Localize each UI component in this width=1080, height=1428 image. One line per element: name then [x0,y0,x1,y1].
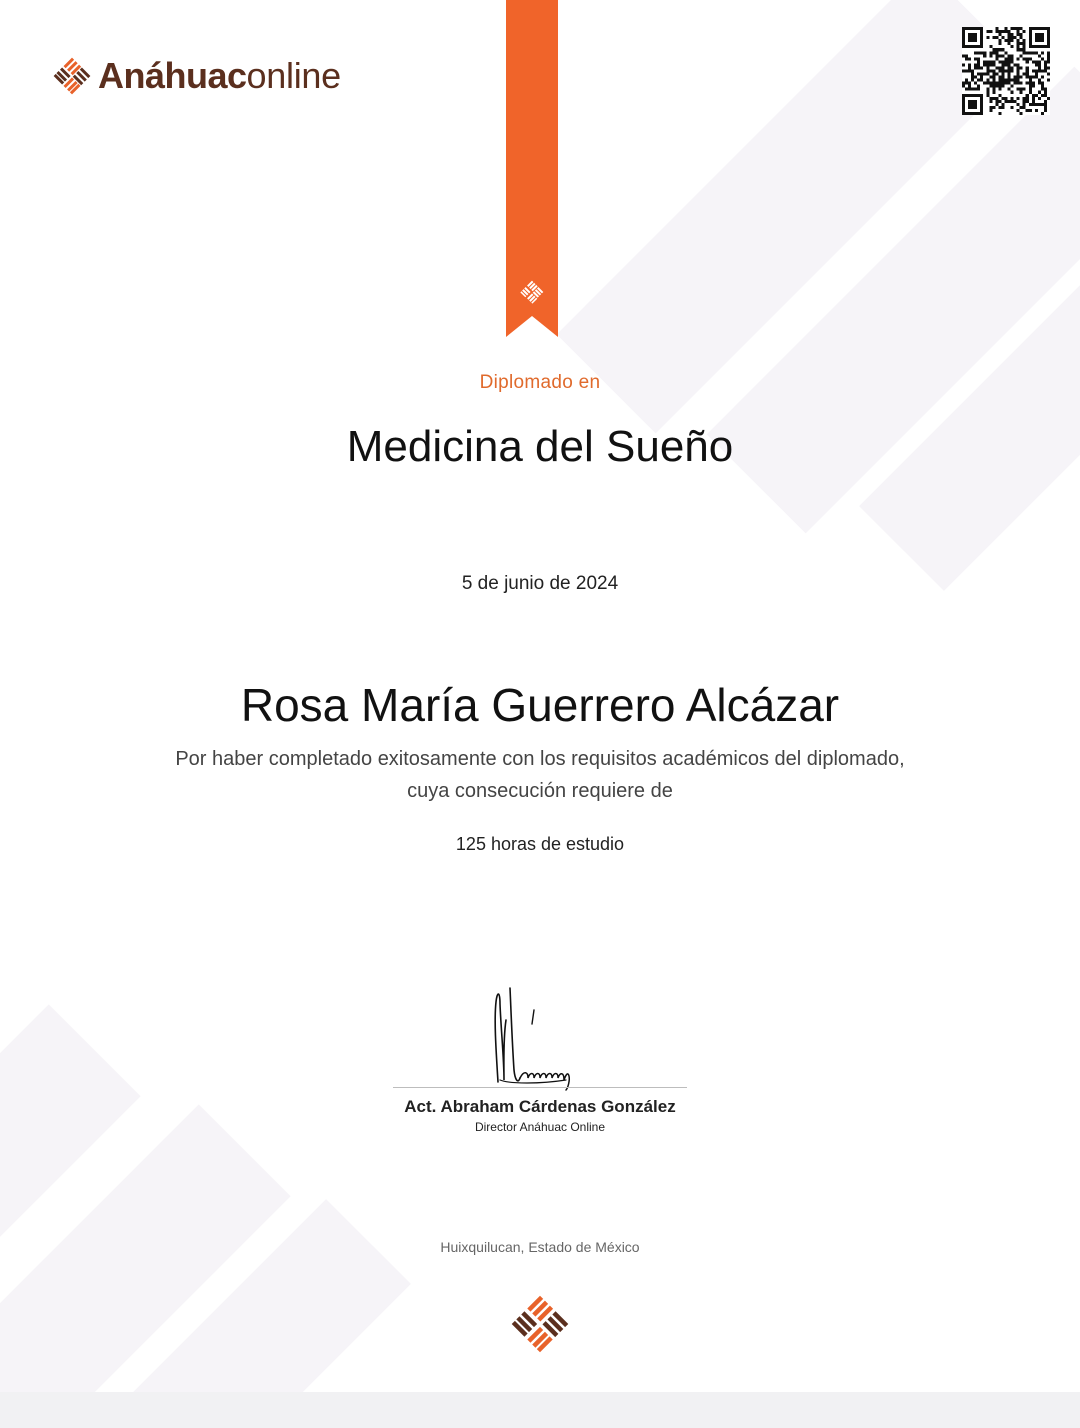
logo-text-bold: Anáhuac [98,55,247,96]
anahuac-emblem-icon [509,1293,571,1355]
recipient-name: Rosa María Guerrero Alcázar [240,679,840,731]
bottom-margin [0,1392,1080,1428]
qr-code-icon [962,27,1050,115]
issue-location: Huixquilucan, Estado de México [440,1239,640,1255]
orange-ribbon [506,0,558,337]
description-line-2: cuya consecución requiere de [407,780,673,802]
certificate-description [0,743,1080,807]
program-title: Medicina del Sueño [346,422,734,471]
description-line-1: Por haber completado exitosamente con los requisitos académicos del diplomado, [175,748,905,770]
signature-line [393,1087,687,1088]
anahuac-online-logo [50,54,341,98]
issue-date: 5 de junio de 2024 [461,573,619,594]
signer-name: Act. Abraham Cárdenas González [404,1097,676,1116]
signer-role: Director Anáhuac Online [474,1120,606,1134]
logo-text-light: online [246,55,341,96]
study-hours: 125 horas de estudio [455,834,625,854]
logo-wordmark [98,56,341,96]
anahuac-logo-icon [50,54,94,98]
certificate-subtitle: Diplomado en [479,372,601,393]
handwritten-signature [470,980,590,1095]
